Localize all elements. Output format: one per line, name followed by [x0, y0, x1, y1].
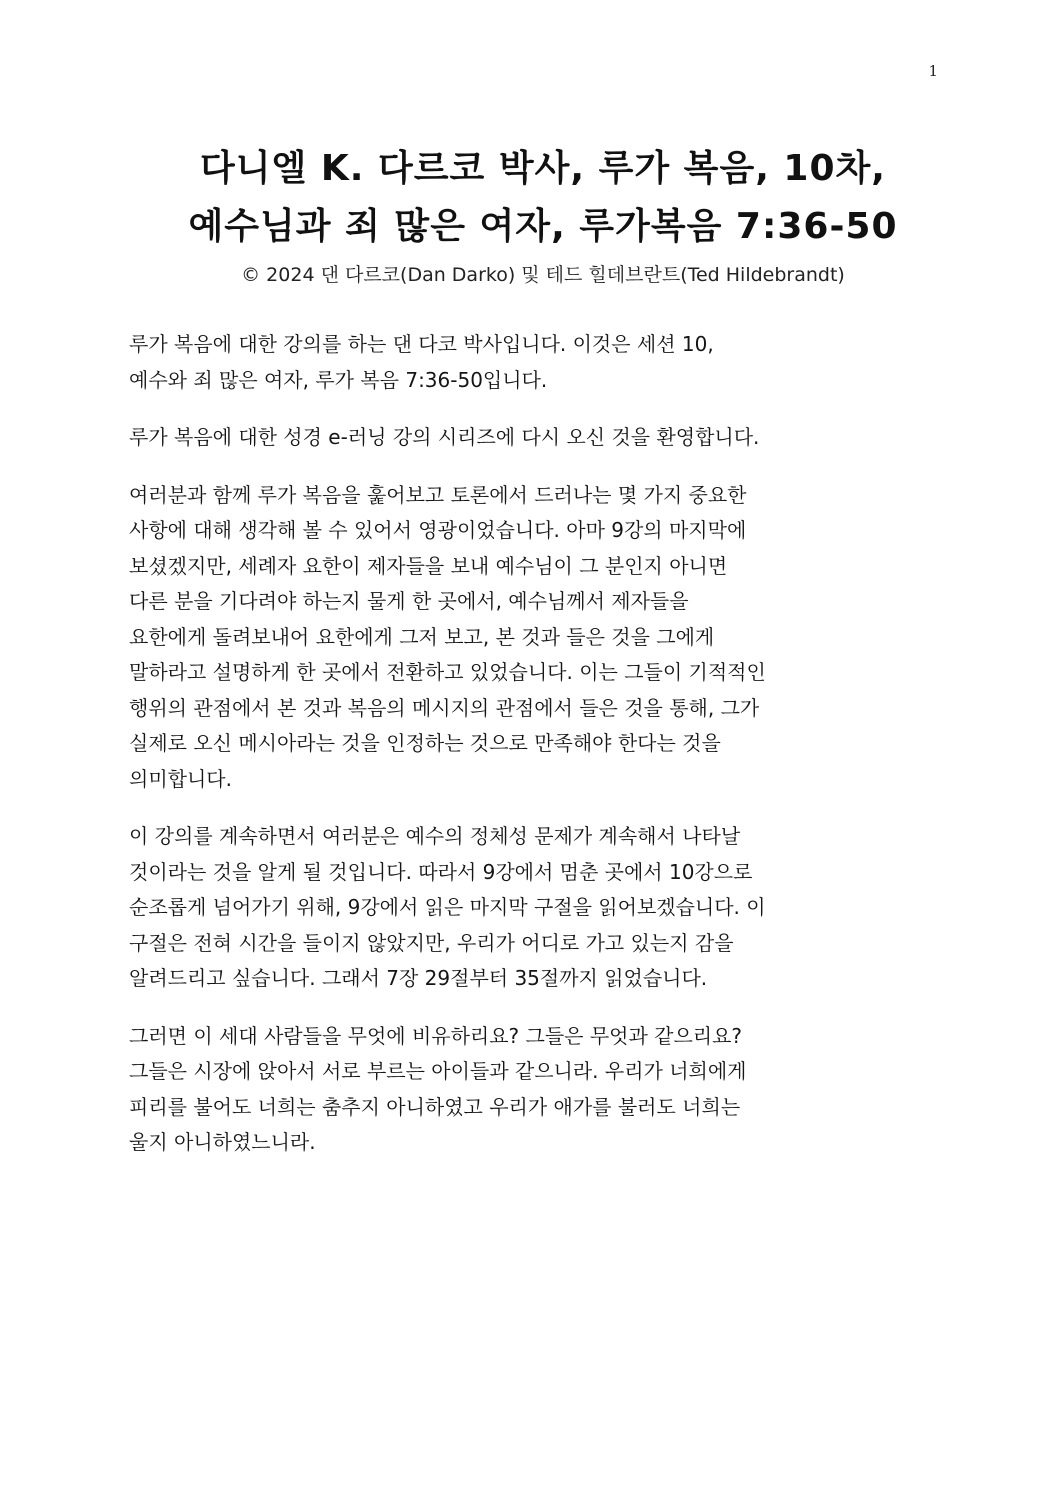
text-line: 다른 분을 기다려야 하는지 물게 한 곳에서, 예수님께서 제자들을	[129, 589, 689, 613]
text-line: 것이라는 것을 알게 될 것입니다. 따라서 9강에서 멈춘 곳에서 10강으로	[129, 859, 753, 884]
text-line: 이 강의를 계속하면서 여러분은 예수의 정체성 문제가 계속해서 나타날	[129, 824, 741, 848]
text-line: 보셨겠지만, 세례자 요한이 제자들을 보내 예수님이 그 분인지 아니면	[129, 553, 728, 578]
text-line: 실제로 오신 메시아라는 것을 인정하는 것으로 만족해야 한다는 것을	[129, 731, 721, 755]
text-line: 요한에게 돌려보내어 요한에게 그저 보고, 본 것과 들은 것을 그에게	[129, 624, 715, 649]
text-line: 여러분과 함께 루가 복음을 훑어보고 토론에서 드러나는 몇 가지 중요한	[129, 482, 747, 507]
copyright-notice: © 2024 댄 다르코(Dan Darko) 및 테드 힐데브란트(Ted Hildebrandt)	[241, 264, 845, 286]
text-line: 피리를 불어도 너희는 춤추지 아니하였고 우리가 애가를 불러도 너희는	[129, 1094, 741, 1119]
document-body	[129, 327, 929, 1183]
text-line: 사항에 대해 생각해 볼 수 있어서 영광이었습니다. 아마 9강의 마지막에	[129, 518, 747, 542]
paragraph-transition	[129, 819, 929, 997]
text-line: 루가 복음에 대한 강의를 하는 댄 다코 박사입니다. 이것은 세션 10,	[129, 332, 714, 356]
text-line: 그들은 시장에 앉아서 서로 부르는 아이들과 같으니라. 우리가 너희에게	[129, 1059, 747, 1083]
text-line: 예수와 죄 많은 여자, 루가 복음 7:36-50입니다.	[129, 367, 548, 392]
text-line: 행위의 관점에서 본 것과 복음의 메시지의 관점에서 들은 것을 통해, 그가	[129, 695, 760, 720]
text-line: 알려드리고 싶습니다. 그래서 7장 29절부터 35절까지 읽었습니다.	[129, 966, 708, 990]
text-line: 의미합니다.	[129, 766, 232, 791]
paragraph-review	[129, 478, 929, 798]
text-line: 루가 복음에 대한 성경 e-러닝 강의 시리즈에 다시 오신 것을 환영합니다.	[129, 425, 760, 449]
document-title-line-2: 예수님과 죄 많은 여자, 루가복음 7:36-50	[188, 206, 898, 247]
text-line: 순조롭게 넘어가기 위해, 9강에서 읽은 마지막 구절을 읽어보겠습니다. 이	[129, 895, 766, 919]
document-title-line-1: 다니엘 K. 다르코 박사, 루가 복음, 10차,	[200, 148, 886, 189]
paragraph-scripture	[129, 1019, 929, 1161]
text-line: 울지 아니하였느니라.	[129, 1130, 316, 1154]
paragraph-welcome	[129, 420, 929, 456]
text-line: 말하라고 설명하게 한 곳에서 전환하고 있었습니다. 이는 그들이 기적적인	[129, 660, 766, 684]
text-line: 구절은 전혀 시간을 들이지 않았지만, 우리가 어디로 가고 있는지 감을	[129, 930, 734, 955]
document-header	[60, 140, 1026, 288]
paragraph-intro	[129, 327, 929, 398]
text-line: 그러면 이 세대 사람들을 무엇에 비유하리요? 그들은 무엇과 같으리요?	[129, 1023, 743, 1048]
page-number: 1	[928, 62, 938, 80]
